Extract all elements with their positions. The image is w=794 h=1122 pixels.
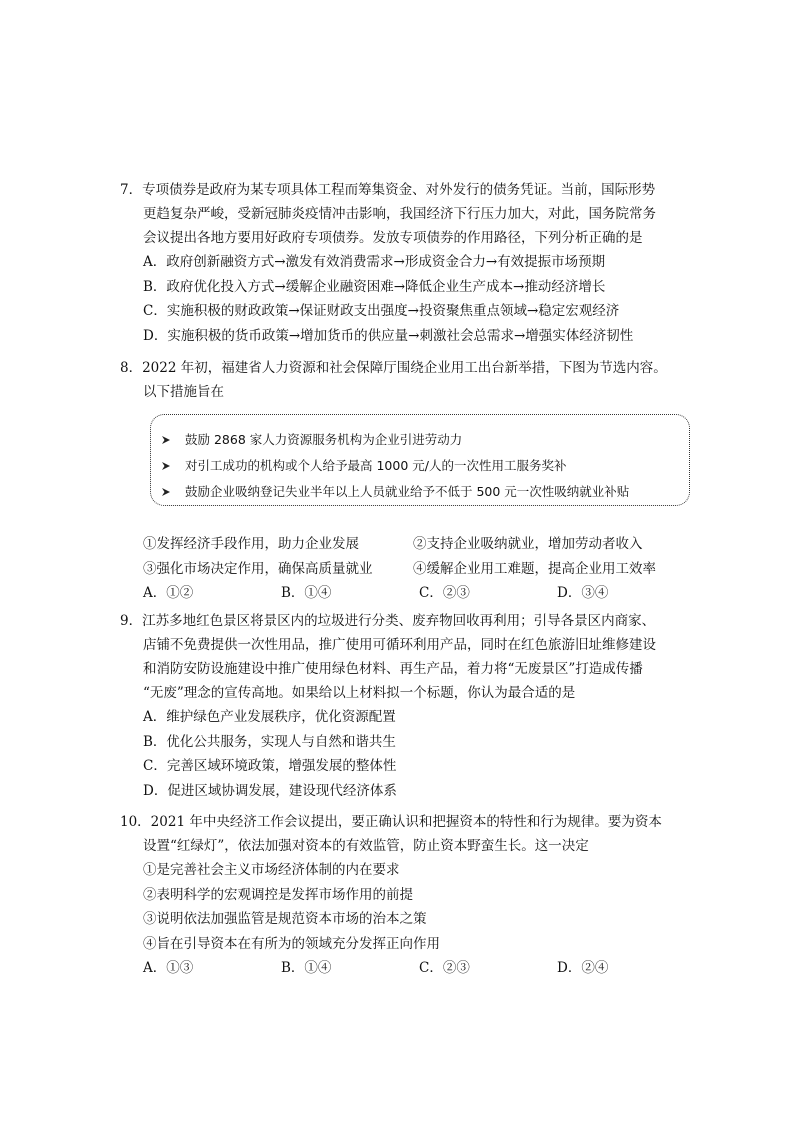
statement-4: ④旨在引导资本在有所为的领域充分发挥正向作用: [143, 935, 440, 952]
question-7-stem-line: 更趋复杂严峻，受新冠肺炎疫情冲击影响，我国经济下行压力加大，对此，国务院常务: [143, 206, 656, 222]
statement-1: ①发挥经济手段作用，助力企业发展: [143, 536, 359, 552]
question-9-option-d: D．促进区域协调发展，建设现代经济体系: [143, 782, 397, 799]
question-9-stem-line: 和消防安防设施建设中推广使用绿色材料、再生产品，着力将“无废景区”打造成传播: [143, 661, 643, 677]
question-8-option-b: B．①④: [281, 585, 332, 601]
question-9-option-c: C．完善区域环境政策，增强发展的整体性: [143, 758, 397, 774]
measure-item: [161, 427, 689, 453]
statement-2: ②表明科学的宏观调控是发挥市场作用的前提: [143, 886, 413, 903]
question-9-option-b: B．优化公共服务，实现人与自然和谐共生: [143, 733, 396, 750]
question-7-option-a: A．政府创新融资方式→激发有效消费需求→形成资金合力→有效提振市场预期: [143, 254, 606, 270]
arrow-bullet-icon: [161, 435, 171, 445]
measure-item: [161, 479, 689, 505]
question-10-stem-line: 10．2021 年中央经济工作会议提出，要正确认识和把握资本的特性和行为规律。要为资本: [120, 814, 662, 830]
question-7-option-c: C．实施积极的财政政策→保证财政支出强度→投资聚焦重点领域→稳定宏观经济: [143, 303, 620, 319]
question-10-option-d: D．②④: [557, 960, 609, 976]
question-8-options: [120, 581, 680, 606]
statement-3: ③强化市场决定作用，确保高质量就业: [143, 560, 373, 577]
measure-text: 鼓励 2868 家人力资源服务机构为企业引进劳动力: [185, 432, 463, 447]
question-10-options: [120, 956, 680, 981]
question-10-option-b: B．①④: [281, 960, 332, 976]
statement-4: ④缓解企业用工难题，提高企业用工效率: [413, 560, 656, 577]
question-7-option-b: B．政府优化投入方式→缓解企业融资困难→降低企业生产成本→推动经济增长: [143, 278, 606, 295]
question-9-stem-line: 店铺不免费提供一次性用品，推广使用可循环利用产品，同时在红色旅游旧址维修建设: [143, 637, 656, 653]
statement-1: ①是完善社会主义市场经济体制的内在要求: [143, 862, 400, 878]
question-8-choices: [120, 532, 680, 606]
question-8-stem-line: 以下措施旨在: [143, 384, 224, 400]
question-9-option-a: A．维护绿色产业发展秩序，优化资源配置: [143, 709, 396, 725]
question-8-statements: [120, 532, 680, 581]
question-7-stem-line: 7．专项债券是政府为某专项具体工程而筹集资金、对外发行的债务凭证。当前，国际形势: [120, 182, 656, 198]
question-8-stem-line: 8．2022 年初，福建省人力资源和社会保障厅围绕企业用工出台新举措，下图为节选内容。: [120, 360, 667, 376]
measure-item: [161, 453, 689, 479]
arrow-bullet-icon: [161, 487, 171, 497]
measures-box: [150, 414, 690, 506]
question-7: [120, 178, 680, 348]
measure-text: 对引工成功的机构或个人给予最高 1000 元/人的一次性用工服务奖补: [185, 458, 567, 473]
statement-3: ③说明依法加强监管是规范资本市场的治本之策: [143, 911, 427, 927]
question-10-stem-line: 设置“红绿灯”，依法加强对资本的有效监管，防止资本野蛮生长。这一决定: [143, 838, 589, 854]
question-10: [120, 810, 680, 981]
question-7-stem-line: 会议提出各地方要用好政府专项债券。发放专项债券的作用路径，下列分析正确的是: [143, 230, 643, 246]
question-10-option-a: A．①③: [143, 960, 194, 976]
question-8-option-a: A．①②: [143, 585, 194, 601]
statement-2: ②支持企业吸纳就业，增加劳动者收入: [413, 536, 643, 552]
question-8-option-c: C．②③: [419, 585, 470, 601]
question-8: [120, 356, 680, 404]
question-10-option-c: C．②③: [419, 960, 470, 976]
question-9-stem-line: 9．江苏多地红色景区将景区内的垃圾进行分类、废弃物回收再利用；引导各景区内商家、: [120, 613, 656, 629]
question-9-stem-line: “无废”理念的宣传高地。如果给以上材料拟一个标题，你认为最合适的是: [143, 685, 576, 701]
arrow-bullet-icon: [161, 461, 171, 471]
question-9: [120, 609, 680, 803]
measure-text: 鼓励企业吸纳登记失业半年以上人员就业给予不低于 500 元一次性吸纳就业补贴: [185, 484, 630, 499]
question-8-option-d: D．③④: [557, 585, 609, 601]
question-7-option-d: D．实施积极的货币政策→增加货币的供应量→刺激社会总需求→增强实体经济韧性: [143, 327, 634, 344]
